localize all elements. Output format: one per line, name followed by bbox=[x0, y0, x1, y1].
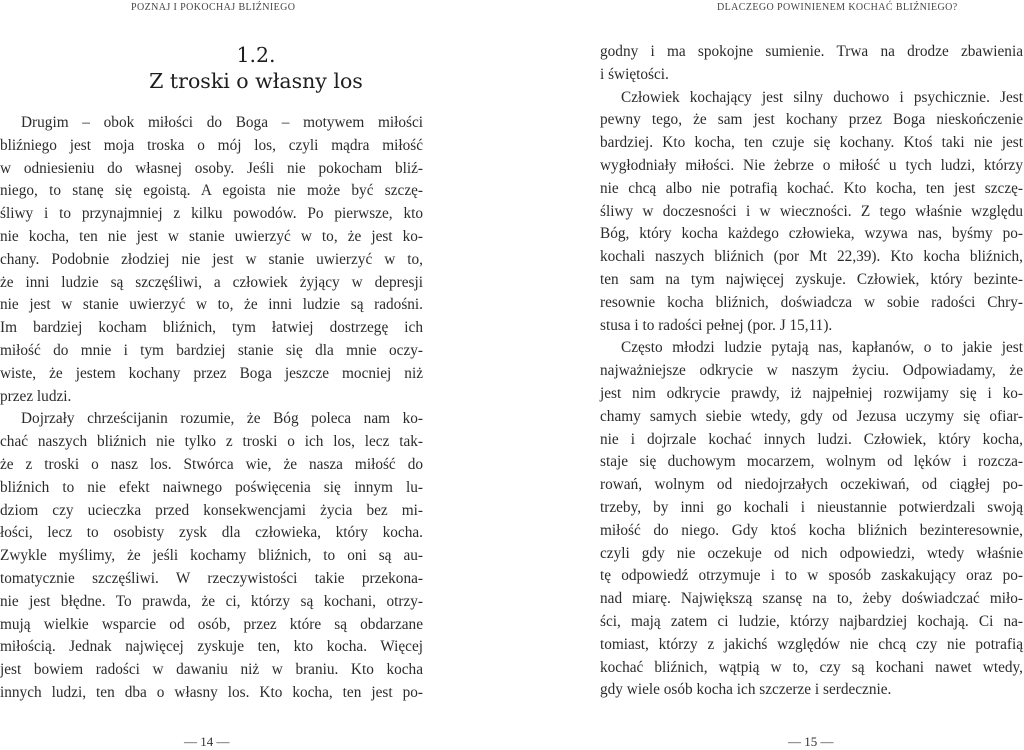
text-line: ten sam na tym najwięcej zyskuje. Człowiek, który bezinte- bbox=[600, 270, 1023, 288]
running-head-left: POZNAJ I POKOCHAJ BLIŹNIEGO bbox=[131, 2, 296, 13]
text-line: miłością. Jednak najwięcej zyskuje ten, kto kocha. Więcej bbox=[0, 638, 423, 656]
text-line: wiste, że jestem kochany przez Boga jeszcze mocniej niż bbox=[0, 364, 423, 382]
text-line: jest nim odkrycie prawdy, iż najpełniej rozwijamy się i ko- bbox=[600, 384, 1023, 402]
text-line: niego, to stanę się egoistą. A egoista nie może być szczę- bbox=[0, 182, 423, 200]
text-line: nie jest błędne. To prawda, że ci, którzy są kochani, otrzy- bbox=[0, 592, 423, 610]
text-line: nie i dojrzale kochać innych ludzi. Człowiek, który kocha, bbox=[600, 430, 1023, 448]
text-line: Dojrzały chrześcijanin rozumie, że Bóg poleca nam ko- bbox=[21, 410, 423, 428]
text-line: mują wielkie wsparcie od osób, przez które są obdarzane bbox=[0, 615, 423, 633]
page-number-right: — 15 — bbox=[788, 734, 834, 749]
text-line: w odniesieniu do własnej osoby. Jeśli nie pokocham bliź- bbox=[0, 159, 423, 177]
text-line: trzeby, by inni go kochali i nieustannie potwierdzali swoją bbox=[600, 498, 1023, 516]
paragraph bbox=[0, 408, 423, 704]
text-line: bardziej. Kto kocha, ten czuje się kochany. Ktoś taki nie jest bbox=[600, 134, 1023, 152]
text-line: tomiast, którzy z jakichś względów nie chcą czy nie potrafią bbox=[600, 635, 1023, 653]
text-line: nad miarę. Największą szansę na to, żeby doświadczać miło- bbox=[600, 590, 1023, 608]
text-line: nie kocha, ten nie jest w stanie uwierzyć w to, że jest ko- bbox=[0, 227, 423, 245]
text-line: że z troski o nasz los. Stwórca wie, że nasza miłość do bbox=[0, 455, 423, 473]
text-line: stusa i to radości pełnej (por. J 15,11). bbox=[600, 316, 833, 334]
text-line: miłość do niego. Gdy ktoś kocha bliźnich bezinteresownie, bbox=[600, 521, 1023, 539]
text-line: Człowiek kochający jest silny duchowo i psychicznie. Jest bbox=[621, 88, 1023, 106]
page-number-left: — 14 — bbox=[184, 734, 230, 749]
section-title: Z troski o własny los bbox=[149, 69, 363, 93]
section-heading bbox=[0, 42, 512, 94]
text-line: kochali naszych bliźnich (por Mt 22,39). Kto kocha bliźnich, bbox=[600, 248, 1023, 266]
text-line: najważniejsze odkrycie w naszym życiu. Odpowiadamy, że bbox=[600, 362, 1023, 380]
text-line: Często młodzi ludzie pytają nas, kapłanów, o to jakie jest bbox=[621, 339, 1023, 357]
text-line: jest bowiem radości w dawaniu niż w braniu. Kto kocha bbox=[0, 661, 423, 679]
text-line: chany. Podobnie złodziej nie jest w stanie uwierzyć w to, bbox=[0, 250, 423, 268]
left-body-text bbox=[0, 112, 423, 705]
text-line: przez ludzi. bbox=[0, 387, 72, 405]
text-line: Im bardziej kocham bliźnich, tym łatwiej dostrzegę ich bbox=[0, 319, 423, 337]
section-number: 1.2. bbox=[236, 43, 276, 67]
text-line: wygłodniały miłości. Nie żebrze o miłość u tych ludzi, którzy bbox=[600, 156, 1023, 174]
text-line: rowań, wolnym od niedojrzałych oczekiwań, od ciągłej po- bbox=[600, 476, 1023, 494]
text-line: Zwykle myślimy, że jeśli kochamy bliźnich, to oni są au- bbox=[0, 547, 423, 565]
paragraph bbox=[600, 337, 1023, 702]
text-line: i świętości. bbox=[600, 65, 669, 83]
text-line: staje się duchowym mocarzem, wolnym od lęków i rozcza- bbox=[600, 453, 1023, 471]
text-line: bliźnich to nie efekt naiwnego poświęcenia się innym lu- bbox=[0, 478, 423, 496]
text-line: tę odpowiedź otrzymuje i to w sposób zaskakujący oraz po- bbox=[600, 567, 1023, 585]
text-line: godny i ma spokojne sumienie. Trwa na drodze zbawienia bbox=[600, 43, 1023, 60]
paragraph bbox=[600, 87, 1023, 338]
text-line: ści, mają zatem ci ludzie, którzy najbardziej kochają. Ci na- bbox=[600, 612, 1023, 630]
text-line: dziom czy ucieczka przed konsekwencjami życia bez mi- bbox=[0, 501, 423, 519]
text-line: nie chcą albo nie potrafią kochać. Kto kocha, ten jest szczę- bbox=[600, 179, 1023, 197]
paragraph bbox=[600, 41, 1023, 87]
text-line: kochać bliźnich, wątpią w to, czy są kochani nawet wtedy, bbox=[600, 658, 1023, 676]
running-head-right: DLACZEGO POWINIENEM KOCHAĆ BLIŹNIEGO? bbox=[717, 2, 958, 13]
text-line: Bóg, który kocha każdego człowieka, wzywa nas, byśmy po- bbox=[600, 225, 1023, 243]
text-line: bliźniego jest moja troska o mój los, czyli mądra miłość bbox=[0, 136, 423, 154]
text-line: chać naszych bliźnich nie tylko z troski o ich los, lecz tak- bbox=[0, 433, 423, 451]
text-line: gdy wiele osób kocha ich szczerze i serdecznie. bbox=[600, 681, 892, 699]
text-line: śliwy w doczesności i w wieczności. Z tego właśnie względu bbox=[600, 202, 1023, 220]
text-line: nie jest w stanie uwierzyć w to, że inni ludzie są radośni. bbox=[0, 296, 423, 314]
text-line: resownie kocha bliźnich, doświadcza w sobie radości Chry- bbox=[600, 293, 1023, 311]
right-body-text bbox=[600, 41, 1023, 702]
right-page bbox=[512, 0, 1024, 750]
text-line: że inni ludzie są szczęśliwi, a człowiek żyjący w depresji bbox=[0, 273, 423, 291]
paragraph bbox=[0, 112, 423, 408]
text-line: pewny tego, że sam jest kochany przez Boga nieskończenie bbox=[600, 111, 1023, 129]
text-line: tomatycznie szczęśliwi. W rzeczywistości takie przekona- bbox=[0, 569, 423, 587]
text-line: miłość do mnie i tym bardziej stanie się dla mnie oczy- bbox=[0, 341, 423, 359]
text-line: śliwy i to przynajmniej z kilku powodów. Po pierwsze, kto bbox=[0, 205, 423, 223]
text-line: chamy samych siebie wtedy, gdy od Jezusa uczymy się ofiar- bbox=[600, 407, 1023, 425]
text-line: Drugim – obok miłości do Boga – motywem miłości bbox=[21, 114, 423, 131]
text-line: czyli gdy nie oczekuje od nich odpowiedzi, wtedy właśnie bbox=[600, 544, 1023, 562]
text-line: łości, lecz to osobisty zysk dla człowieka, który kocha. bbox=[0, 524, 423, 542]
text-line: innych ludzi, ten dba o własny los. Kto kocha, ten jest po- bbox=[0, 683, 423, 701]
